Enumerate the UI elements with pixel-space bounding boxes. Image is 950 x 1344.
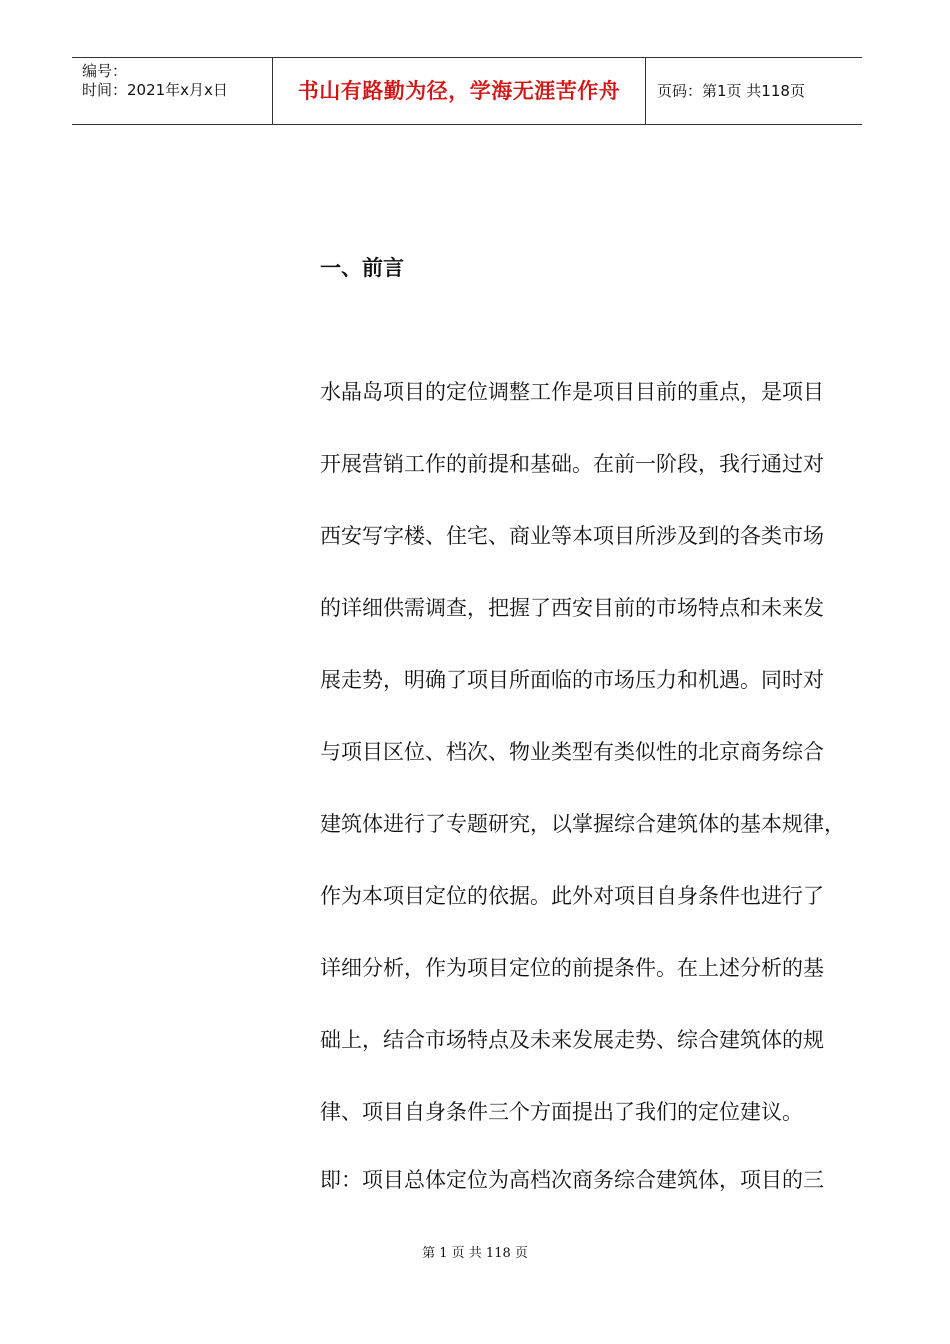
page-footer: 第 1 页 共 118 页 [422, 1246, 528, 1261]
body-line: 律、项目自身条件三个方面提出了我们的定位建议。 [320, 1100, 803, 1124]
header-page-info: 页码：第1页 共118页 [657, 82, 805, 100]
body-line: 水晶岛项目的定位调整工作是项目目前的重点，是项目 [320, 380, 824, 404]
body-line: 建筑体进行了专题研究，以掌握综合建筑体的基本规律， [320, 812, 845, 836]
section-title: 一、前言 [320, 256, 404, 280]
body-line: 的详细供需调查，把握了西安目前的市场特点和未来发 [320, 596, 824, 620]
time-label: 时间：2021年x月x日 [82, 81, 228, 99]
body-line: 西安写字楼、住宅、商业等本项目所涉及到的各类市场 [320, 524, 824, 548]
body-line: 作为本项目定位的依据。此外对项目自身条件也进行了 [320, 884, 824, 908]
header-motto: 书山有路勤为径，学海无涯苦作舟 [273, 58, 646, 124]
body-line: 详细分析，作为项目定位的前提条件。在上述分析的基 [320, 956, 824, 980]
body-line: 与项目区位、档次、物业类型有类似性的北京商务综合 [320, 740, 824, 764]
header-meta-cell [72, 58, 273, 124]
body-line: 展走势，明确了项目所面临的市场压力和机遇。同时对 [320, 668, 824, 692]
number-label: 编号： [82, 62, 128, 80]
body-line: 础上，结合市场特点及未来发展走势、综合建筑体的规 [320, 1028, 824, 1052]
body-line: 即：项目总体定位为高档次商务综合建筑体，项目的三 [320, 1168, 824, 1192]
document-header [72, 57, 862, 125]
body-line: 开展营销工作的前提和基础。在前一阶段，我行通过对 [320, 452, 824, 476]
